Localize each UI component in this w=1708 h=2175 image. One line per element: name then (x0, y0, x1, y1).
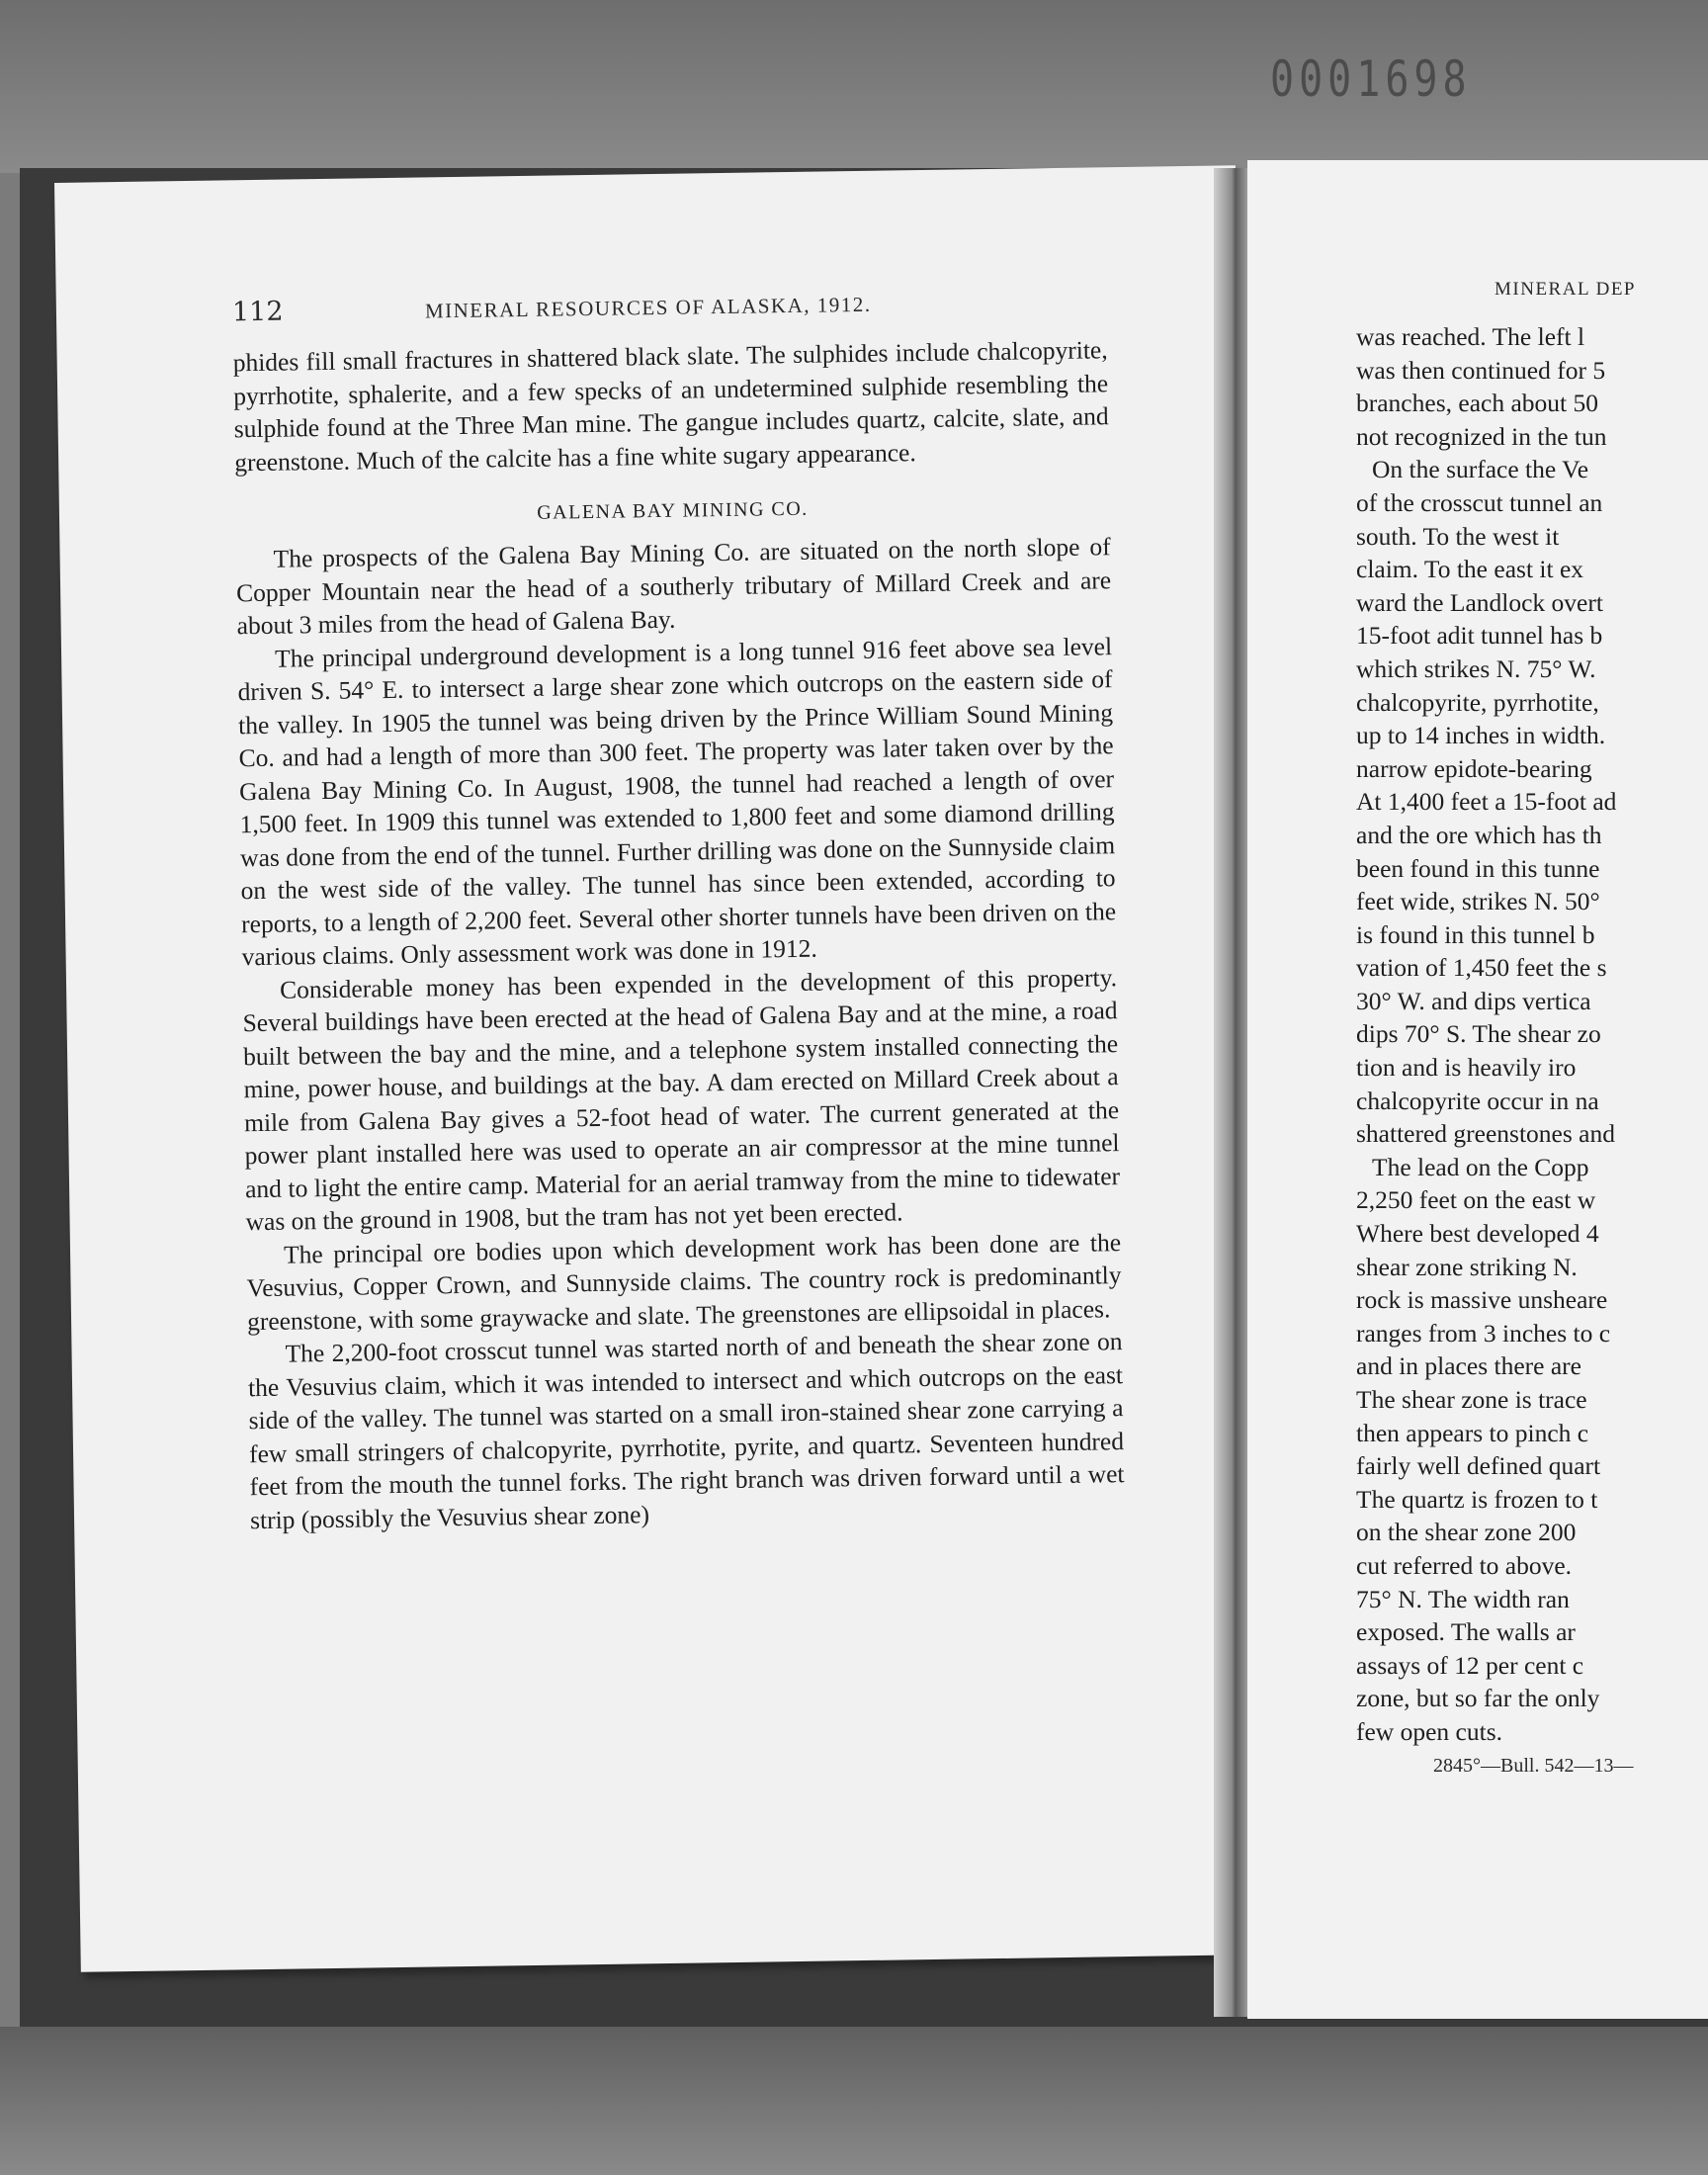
text-line: is found in this tunnel b (1356, 919, 1595, 949)
left-page-content (232, 284, 1126, 1536)
text-line: 15-foot adit tunnel has b (1356, 621, 1603, 651)
paragraph-sulphides: phides fill small fractures in shattered black slate. The sulphides include chalcopyrite, pyrrhotite, sphalerite, and a few specks of an undetermined sulphide resembling the sulphide found at the Three Man mine. The gangue includes quartz, calcite, slate, and greenstone. Much of the calcite has a fine white sugary appearance. (232, 335, 1109, 477)
text-line: feet wide, strikes N. 50° (1356, 887, 1600, 916)
paragraph-ore-bodies: The principal ore bodies upon which development work has been done are the Vesuvius, Copper Crown, and Sunnyside claims. The country rock is predominantly greenstone, with some graywacke and slate. The greenstones are ellipsoidal in places. (246, 1227, 1122, 1336)
text-line: narrow epidote-bearing (1356, 753, 1592, 783)
text-line: ranges from 3 inches to c (1356, 1318, 1611, 1348)
text-line: chalcopyrite, pyrrhotite, (1356, 687, 1599, 717)
left-page (54, 165, 1262, 1972)
text-line: shear zone striking N. (1356, 1252, 1578, 1281)
text-line: On the surface the Ve (1372, 455, 1589, 484)
text-line: been found in this tunne (1356, 853, 1600, 883)
paragraph-underground-development: The principal underground development is a long tunnel 916 feet above sea level driven S. 54° E. to intersect a large shear zone which outcrops on the eastern side of the valley. In 1905 the tunnel was being driven by the Prince William Sound Mining Co. and had a length of more than 300 feet. The property was later taken over by the Galena Bay Mining Co. In August, 1908, the tunnel had reached a length of over 1,500 feet. In 1909 this tunnel was extended to 1,800 feet and some diamond drilling was done from the end of the tunnel. Further drilling was done on the Sunnyside claim on the west side of the valley. The tunnel has since been extended, according to reports, to a length of 2,200 feet. Several other shorter tunnels have been driven on the various claims. Only assessment work was done in 1912. (237, 631, 1117, 972)
text-line: dips 70° S. The shear zo (1356, 1019, 1601, 1049)
text-line: then appears to pinch c (1356, 1418, 1589, 1447)
bulletin-footnote: 2845°—Bull. 542—13— (1433, 1754, 1634, 1777)
scan-background-bottom (0, 2027, 1708, 2175)
right-page (1247, 160, 1708, 2019)
right-running-head: MINERAL DEP (1494, 279, 1636, 300)
text-line: claim. To the east it ex (1356, 555, 1584, 584)
text-line: branches, each about 50 (1356, 389, 1598, 418)
text-line: 30° W. and dips vertica (1356, 986, 1591, 1015)
text-line: of the crosscut tunnel an (1356, 487, 1603, 517)
text-line: on the shear zone 200 (1356, 1518, 1577, 1547)
text-line: was reached. The left l (1356, 322, 1585, 351)
page-number: 112 (231, 296, 284, 328)
running-head-title: MINERAL RESOURCES OF ALASKA, 1912. (424, 292, 872, 323)
text-line: 2,250 feet on the east w (1356, 1185, 1596, 1215)
text-line: and the ore which has th (1356, 820, 1602, 849)
text-line: chalcopyrite occur in na (1356, 1086, 1599, 1115)
text-line: The shear zone is trace (1356, 1385, 1587, 1414)
text-line: 75° N. The width ran (1356, 1584, 1570, 1613)
text-line: Where best developed 4 (1356, 1219, 1599, 1249)
text-line: At 1,400 feet a 15-foot ad (1356, 787, 1617, 817)
section-heading: GALENA BAY MINING CO. (537, 497, 809, 524)
archive-stamp-number: 0001698 (1270, 51, 1472, 109)
text-line: which strikes N. 75° W. (1356, 653, 1596, 683)
text-line: fairly well defined quart (1356, 1451, 1601, 1481)
right-page-content (1356, 279, 1708, 1778)
text-line: few open cuts. (1356, 1716, 1502, 1746)
text-line: south. To the west it (1356, 521, 1560, 551)
paragraph-crosscut-tunnel: The 2,200-foot crosscut tunnel was started north of and beneath the shear zone on the Vesuvius claim, which it was intended to intersect and which outcrops on the east side of the valley. The tunnel was started on a small iron-stained shear zone carrying a few small stringers of chalcopyrite, pyrrhotite, pyrite, and quartz. Seventeen hundred feet from the mouth the tunnel forks. The right branch was driven forward until a wet strip (possibly the Vesuvius shear zone) (247, 1327, 1125, 1534)
text-line: The quartz is frozen to t (1356, 1484, 1598, 1514)
text-line: tion and is heavily iro (1356, 1053, 1577, 1083)
text-line: shattered greenstones and (1356, 1119, 1615, 1149)
paragraph-location: The prospects of the Galena Bay Mining Co. are situated on the north slope of Copper Mountain near the head of a southerly tributary of Millard Creek and are about 3 miles from the head of Galena Bay. (235, 532, 1112, 641)
text-line: zone, but so far the only (1356, 1684, 1600, 1713)
right-page-lines (1356, 320, 1708, 1749)
text-line: ward the Landlock overt (1356, 587, 1603, 617)
text-line: not recognized in the tun (1356, 421, 1607, 451)
text-line: exposed. The walls ar (1356, 1617, 1576, 1647)
text-line: up to 14 inches in width. (1356, 721, 1606, 750)
paragraph-expenditures: Considerable money has been expended in the development of this property. Several buildings have been erected at the head of Galena Bay and at the mine, a road built between the bay and the mine, and a telephone system installed connecting the mine, power house, and buildings at the bay. A dam erected on Millard Creek about a mile from Galena Bay gives a 52-foot head of water. The current generated at the power plant installed here was used to operate an air compressor at the mine tunnel and to light the entire camp. Material for an aerial tramway from the mine to tidewater was on the ground in 1908, but the tram has not yet been erected. (242, 962, 1121, 1237)
text-line: and in places there are (1356, 1351, 1581, 1381)
text-line: vation of 1,450 feet the s (1356, 953, 1607, 983)
text-line: was then continued for 5 (1356, 355, 1606, 385)
text-line: rock is massive unsheare (1356, 1285, 1608, 1315)
text-line: cut referred to above. (1356, 1550, 1573, 1580)
text-line: The lead on the Copp (1372, 1152, 1589, 1181)
text-line: assays of 12 per cent c (1356, 1650, 1584, 1680)
